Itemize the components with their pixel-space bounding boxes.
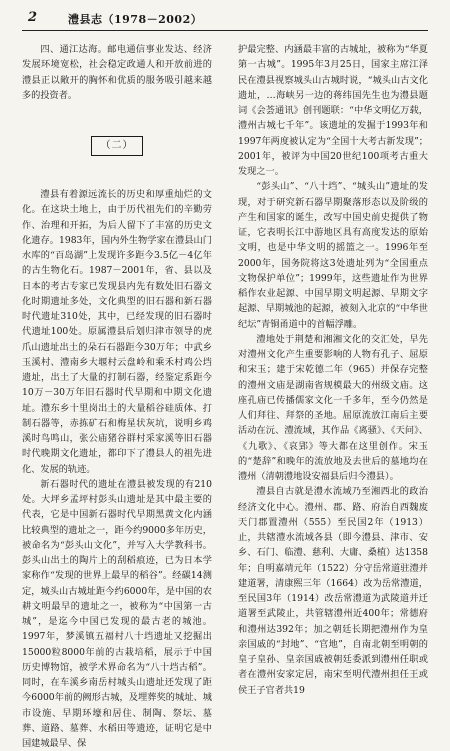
- paragraph-political-center: 澧县自古就是澧水流域乃至湘西北的政治经济文化中心。澧州、郡、路、府治自西魏废天门郡置澧州（555）至民国2年（1913）止，共辖澧水流域各县（即今澧县、津市、安乡、石门、临澧、慈利、大庸、桑植）达1358年；自明嘉靖元年（1522）分守岳常道驻澧并建道署，清康熙三年（1664）改为岳常澧道，至民国3年（1914）改岳常澧道为武陵道并迁道署至武陵止，共管辖澧州近400年；常德府和澧州达392年；加之朝廷长期把澧州作为皇亲国戚的“封地”、“官地”，自南北朝至明朝的皇子皇孙、皇亲国戚被朝廷委派到澧州任职或者在澧州安家定居，南宋至明代澧州担任王或侯王子官者共19: [238, 486, 428, 696]
- right-column: [238, 42, 428, 698]
- paragraph-history: 澧县有着源远流长的历史和厚重灿烂的文化。在这块土地上，由于历代祖先们的辛勤劳作、治理和开拓，为后人留下了丰富的历史文化遗存。1983年，国内外生物学家在澧县山门水库的“百岛湖”上发现许多距今3.5亿－4亿年的古生物化石。1987－2001年，省、县以及日本的考古专家已发现县内先有数处旧石器文化时期遗址多处，文化典型的旧石器和新石器时代遗址310处，其中，已经发现的旧石器时代遗址100处。原属澧县后划归津市领导的虎爪山遗址出土的朵石石器距今30万年；中武乡玉溪村、澧南乡大堰村云盘岭和乘禾村鸡公垱遗址，出土了大量的打制石器，经鉴定系距今10万－30万年旧石器时代早期和中期文化遗址。澧东乡十里岗出土的大量稻谷硅质体、打制石器等，赤拣矿石和梅星状灰坑，说明乡鸡溪时鸟鸣山，张公庙猪谷群村采家溪等旧石器时代晚期文化遗址，都印下了澧县人的祖先进化、发展的轨迹。: [22, 189, 212, 475]
- section-marker: （二）: [91, 136, 143, 156]
- paragraph-intro-tail: 四、通江达海。邮电通信事业发达、经济发展环境宽松，社会稳定政通人和开放前进的澧县正以敞开的胸怀和优质的服务吸引越来越多的投资者。: [22, 44, 212, 101]
- paragraph-neolithic: 新石器时代的遗址在澧县被发现的有210处。大坪乡孟坪村彭头山遗址是其中最主要的代表，它是中国新石器时代早期黑黄文化内涵比较典型的遗址之一，距今约9000多年历史，被命名为“彭头山文化”，并写入大学教科书。彭头山出土的陶片上的刮稻痕迹，已为日本学家称作“发现的世界上最早的稻谷”。经碳14测定，城头山古城址距今约6000年，是中国的农耕文明最早的遗址之一，被称为“中国第一古城”，是迄今中国已发现的最古老的城池。1997年，梦溪镇五福村八十垱遗址又挖掘出15000粒8000年前的古栽培稻，展示于中国历史博物馆，被学术界命名为“八十垱古稻”。同时，在车溪乡南岳村城头山遗址还发现了距今6000年前的阙形古城，及埋葬奖的城址、城市设施、早期环壕和居住、制陶、祭坛、墓葬、道路、墓葬、水稻田等遗迹，证明它是中国建城最早、保: [22, 478, 212, 749]
- book-title: 澧县志（1978－2002）: [68, 13, 203, 26]
- left-column: [22, 42, 212, 751]
- paragraph-culture: 澧地处于荆楚和湘湘文化的交汇处，早先对澧州文化产生重要影响的人物有孔子、屈原和宋玉；建于宋乾德二年（965）并保存完整的澧州文庙是湖南省规模最大的州级文庙。这座孔庙已传播儒家文化一千多年，至今仍然是人们拜往、拜祭的圣地。屈原流放江南后主要活动在沅、澧流域，其作品《离骚》、《天问》、《九歌》、《哀郢》等大都在这里创作。宋玉的“楚辞”和晚年的流放地及去世后的墓地均在澧州（清朝澧地设安福县后归今澧县）。: [238, 333, 428, 482]
- paragraph-sites-significance: “彭头山”、“八十垱”、“城头山”遗址的发现，对于研究新石器早期聚落形态以及阶级的产生和国家的诞生，改写中国史前史提供了物证，它表明长江中游地区具有高度发达的原始文明，也是中华文明的摇篮之一。1996年至2000年，国务院将这3处遗址列为“全国重点文物保护单位”；1999年，这些遗址作为世界稻作农业起源、中国早期文明起源、早期文字起源、早期城池的起源，被刻入北京的“中华世纪坛”青铜甬道中的首幅浮雕。: [238, 181, 428, 330]
- header-rule: [22, 30, 428, 31]
- section-divider: [22, 135, 212, 157]
- page-header: [22, 8, 428, 30]
- paragraph-ancient-city: 护最完整、内涵最丰富的古城址，被称为“华夏第一古城”。1995年3月25日，国家主席江泽民在澧县视察城头山古城时说，“城头山古文化遗址，…海峡另一边的蒋纬国先生也为澧县题词《会荟通讯》创刊题联：“中华文明亿万载，澧州古城七千年”。该遗址的发掘于1993年和1997年两度被认定为“全国十大考古新发现”；2001年，被评为中国20世纪100项考古重大发现之一。: [238, 44, 428, 177]
- page-number: 2: [28, 10, 38, 25]
